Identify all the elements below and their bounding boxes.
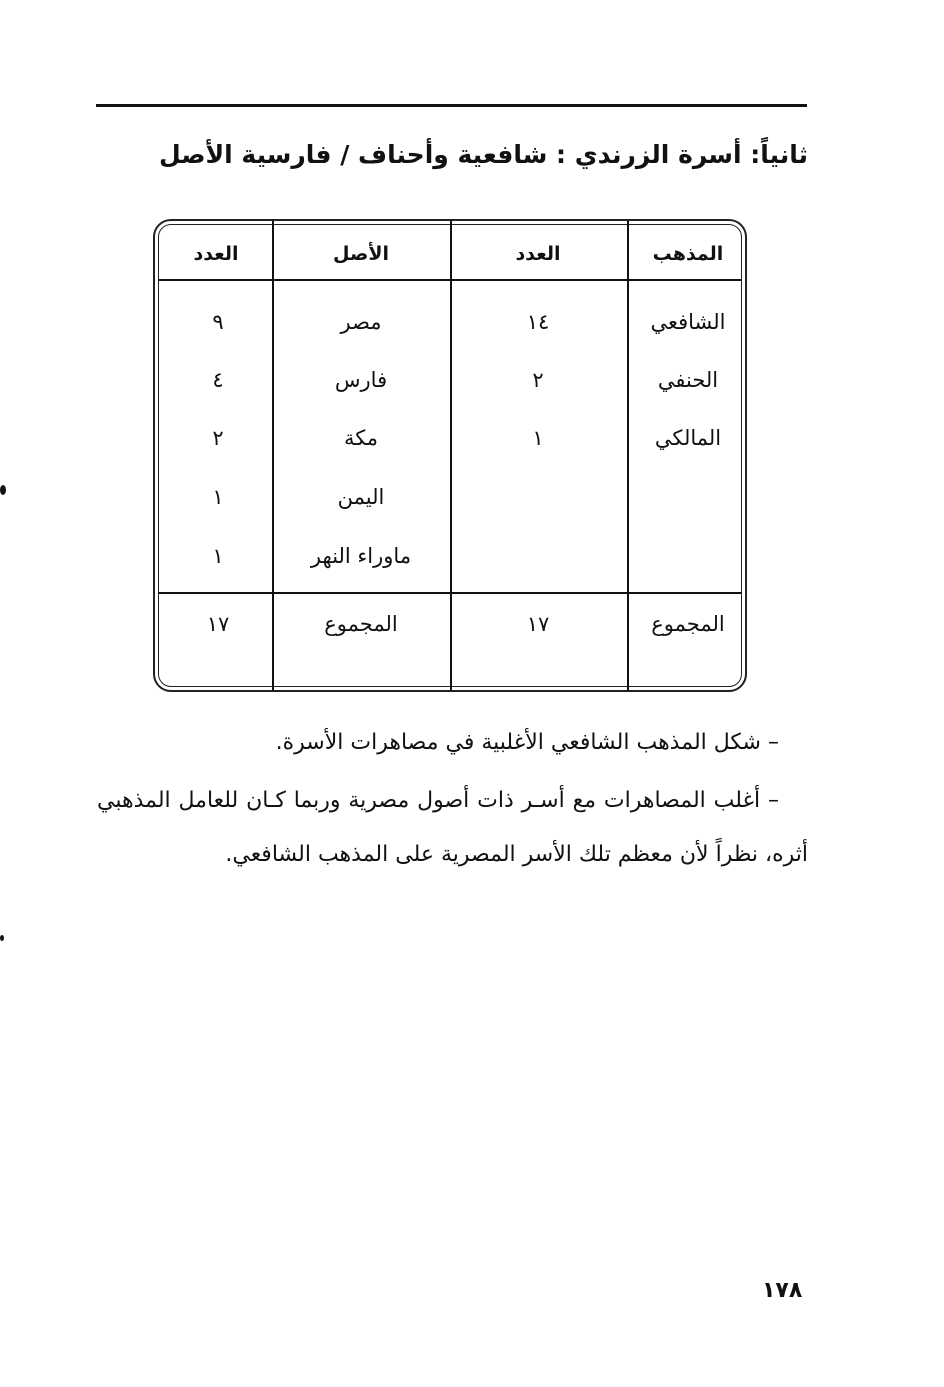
origin-cell: ماوراء النهر	[310, 544, 412, 568]
top-rule	[96, 104, 807, 107]
madhhab-cell: الحنفي	[657, 368, 719, 392]
header-madhhab: المذهب	[652, 243, 724, 265]
column-divider	[272, 221, 274, 691]
scan-speck	[0, 485, 6, 495]
column-divider	[627, 221, 629, 691]
total-label-origin: المجموع	[324, 612, 398, 636]
madhhab-count-cell: ١٤	[526, 310, 550, 334]
madhhab-count-cell: ١	[532, 426, 544, 450]
header-origin: الأصل	[333, 243, 389, 265]
madhhab-cell: الشافعي	[650, 310, 726, 334]
note-line-1: – شكل المذهب الشافعي الأغلبية في مصاهرات الأسرة.	[275, 730, 779, 755]
origin-cell: مكة	[343, 426, 379, 450]
note-line-2: – أغلب المصاهرات مع أسـر ذات أصول مصرية وربما كـان للعامل المذهبي	[97, 788, 779, 813]
header-count-2: العدد	[193, 243, 239, 265]
page-number: ١٧٨	[762, 1278, 803, 1303]
madhhab-count-cell: ٢	[532, 368, 544, 392]
origin-cell: اليمن	[337, 485, 385, 509]
origin-cell: مصر	[340, 310, 382, 334]
total-label-madhhab: المجموع	[651, 612, 725, 636]
origin-count-cell: ١	[212, 485, 224, 509]
origin-count-cell: ١	[212, 544, 224, 568]
note-line-3: أثره، نظراً لأن معظم تلك الأسر المصرية على المذهب الشافعي.	[225, 842, 808, 867]
scan-speck	[0, 935, 4, 941]
origin-count-cell: ٢	[212, 426, 224, 450]
madhhab-cell: المالكي	[654, 426, 722, 450]
header-count-1: العدد	[515, 243, 561, 265]
total-value-origin: ١٧	[206, 612, 230, 636]
origin-count-cell: ٤	[212, 368, 224, 392]
origin-count-cell: ٩	[212, 310, 224, 334]
section-heading: ثانياً: أسرة الزرندي : شافعية وأحناف / فارسية الأصل	[159, 140, 808, 169]
total-value-madhhab: ١٧	[526, 612, 550, 636]
column-divider	[450, 221, 452, 691]
origin-cell: فارس	[334, 368, 388, 392]
